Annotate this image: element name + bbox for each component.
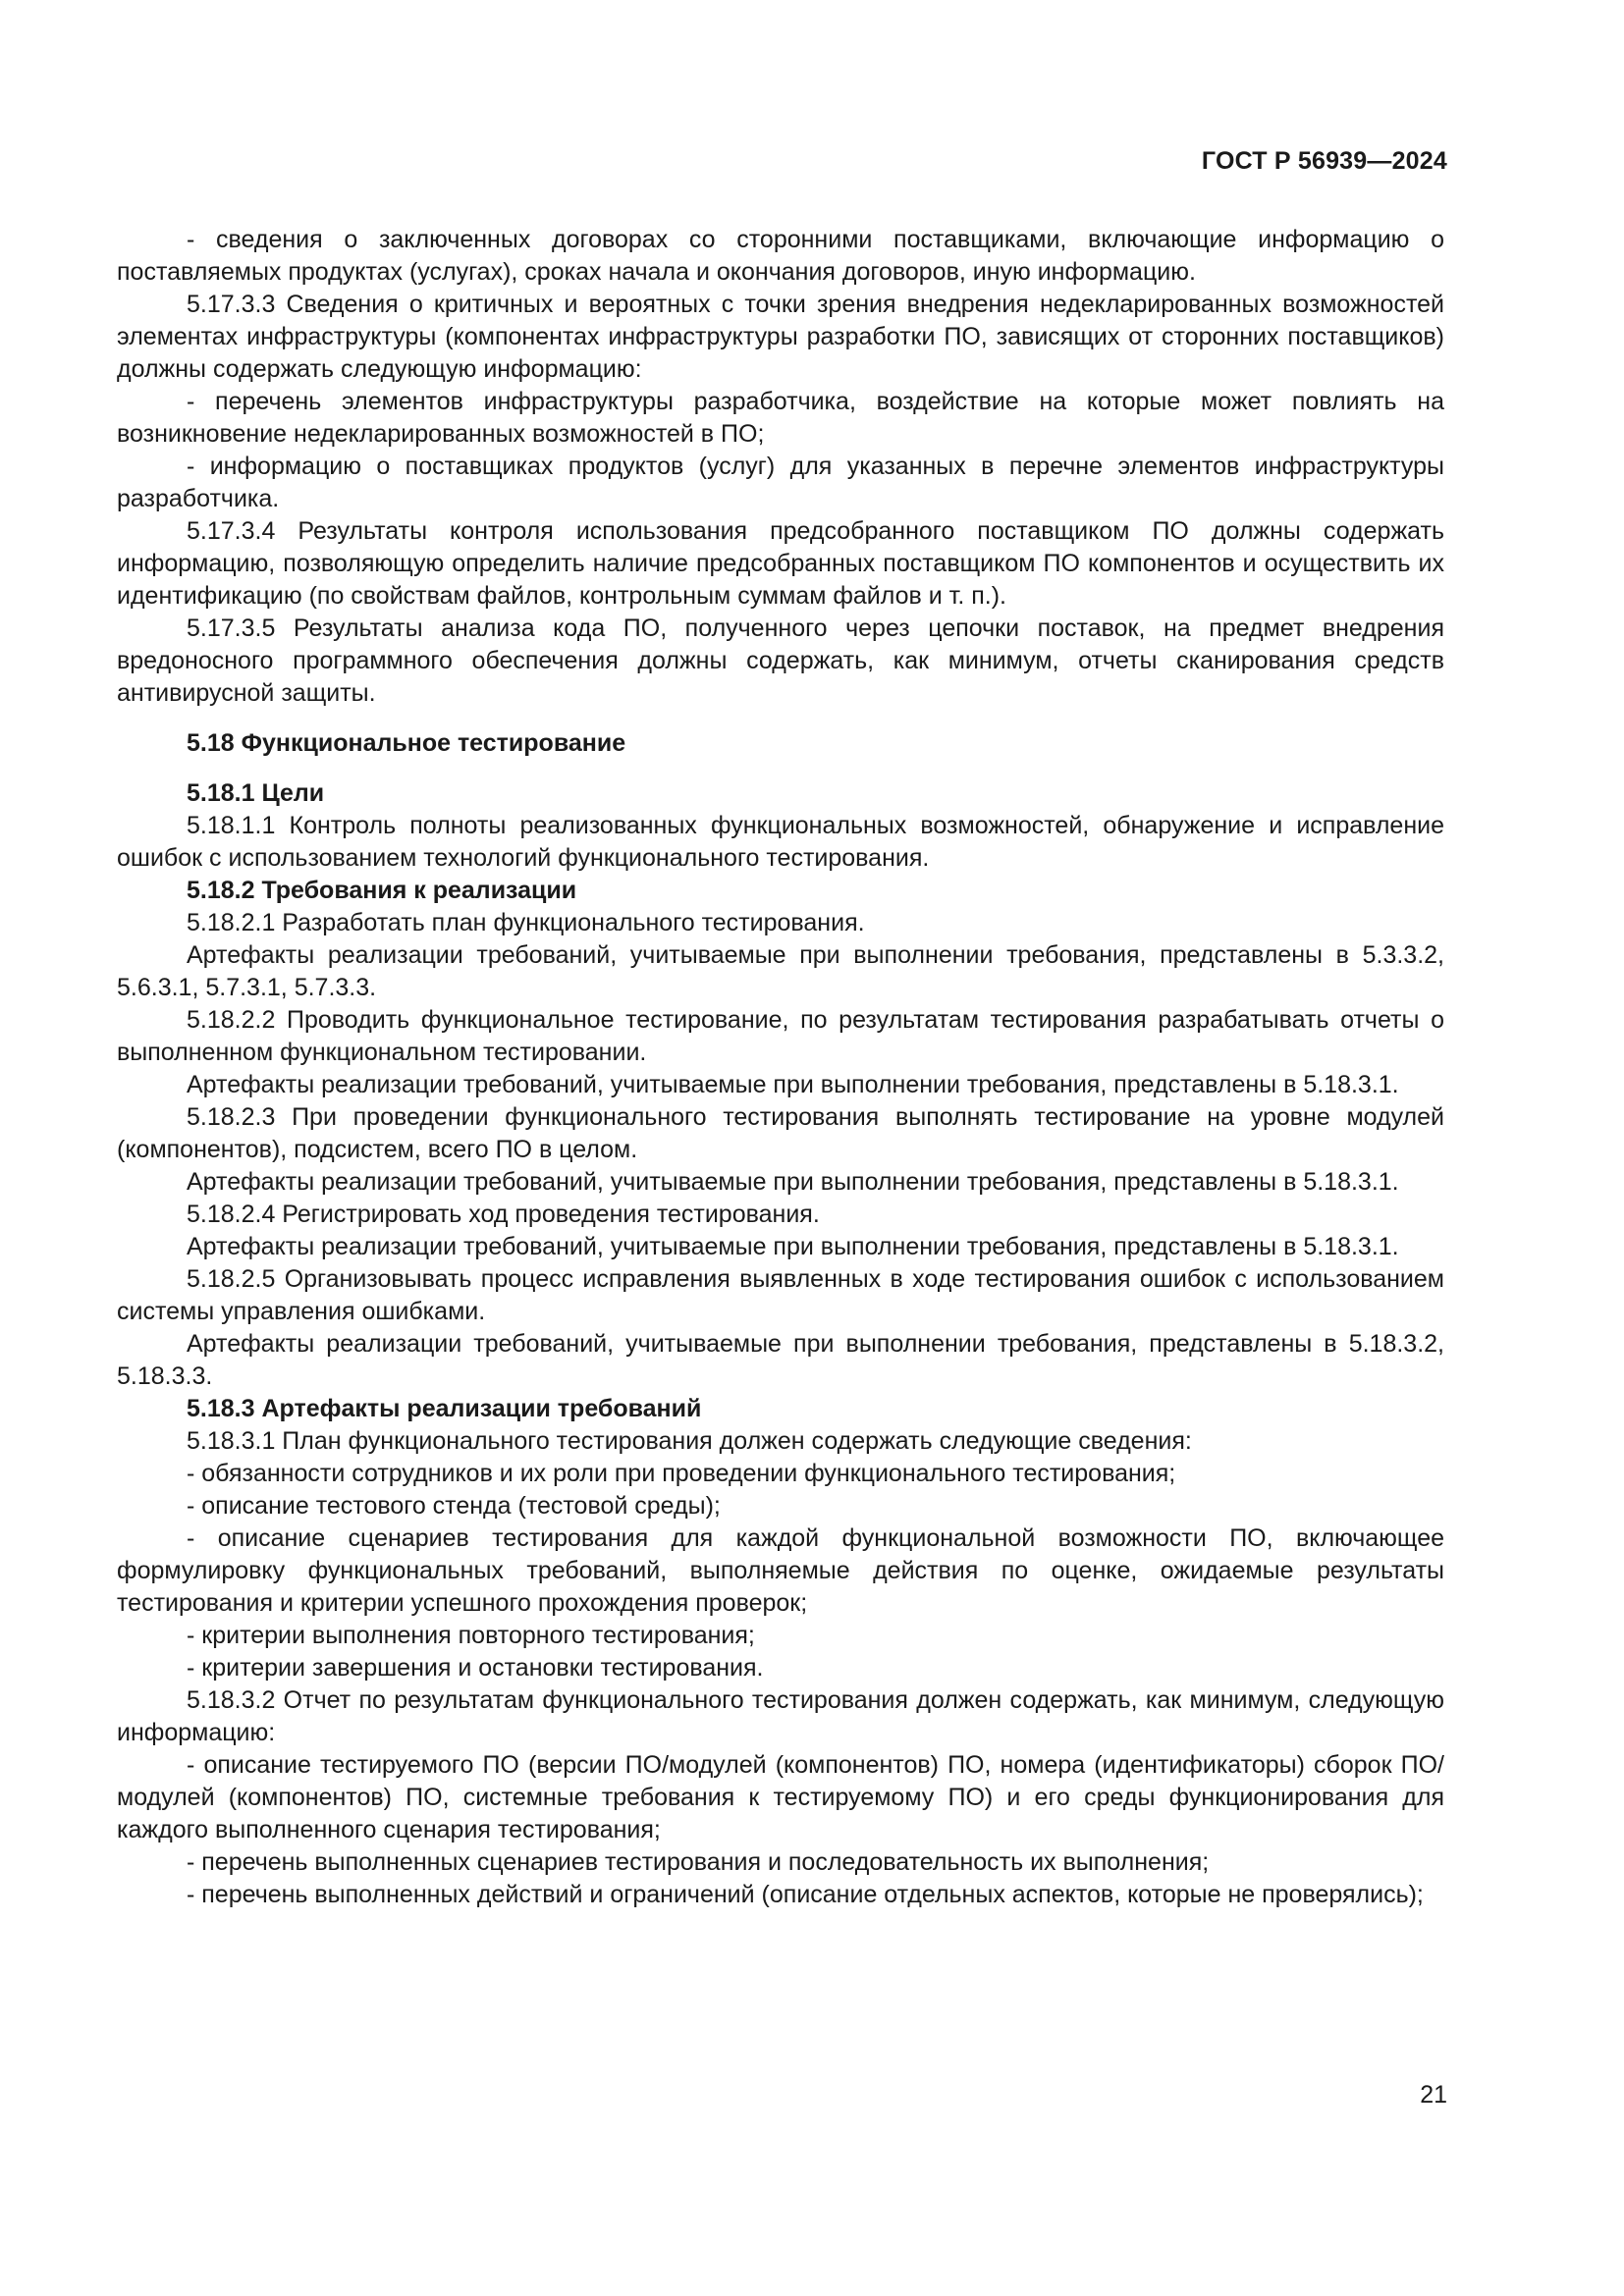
list-item: - перечень выполненных действий и ограничений (описание отдельных аспектов, которые не проверялись); (187, 1881, 1424, 1908)
paragraph: Артефакты реализации требований, учитываемые при выполнении требования, представлены в 5.18.3.1. (187, 1071, 1399, 1098)
paragraph: 5.18.2.2 Проводить функциональное тестирование, по результатам тестирования разрабатывать отчеты о выполненном функциональном тестировании. (117, 1006, 1444, 1066)
paragraph: 5.17.3.4 Результаты контроля использования предсобранного поставщиком ПО должны содержать информацию, позволяющую определить наличие предсобранных поставщиком ПО компонентов и осуществить их идентификацию (по свойствам файлов, контрольным суммам файлов и т. п.). (117, 517, 1444, 610)
section-heading: 5.18 Функциональное тестирование (187, 729, 626, 757)
paragraph: 5.18.3.2 Отчет по результатам функционального тестирования должен содержать, как минимум, следующую информацию: (117, 1686, 1444, 1746)
paragraph: 5.18.1.1 Контроль полноты реализованных функциональных возможностей, обнаружение и исправление ошибок с использованием технологий функционального тестирования. (117, 812, 1444, 872)
paragraph: - информацию о поставщиках продуктов (услуг) для указанных в перечне элементов инфраструктуры разработчика. (117, 453, 1444, 512)
list-item: - описание сценариев тестирования для каждой функциональной возможности ПО, включающее формулировку функциональных требований, выполняемые действия по оценке, ожидаемые результаты тестирования и критерии успешного прохождения проверок; (117, 1524, 1444, 1617)
paragraph: - сведения о заключенных договорах со сторонними поставщиками, включающие информацию о поставляемых продуктах (услугах), сроках начала и окончания договоров, иную информацию. (117, 226, 1444, 286)
paragraph: 5.18.2.5 Организовывать процесс исправления выявленных в ходе тестирования ошибок с использованием системы управления ошибками. (117, 1265, 1444, 1325)
list-item: - критерии выполнения повторного тестирования; (187, 1622, 755, 1649)
paragraph: 5.18.2.1 Разработать план функционального тестирования. (187, 909, 865, 936)
subsection-heading: 5.18.1 Цели (187, 779, 325, 807)
list-item: - перечень выполненных сценариев тестирования и последовательность их выполнения; (187, 1848, 1210, 1876)
subsection-heading: 5.18.3 Артефакты реализации требований (187, 1395, 702, 1422)
paragraph: 5.18.3.1 План функционального тестирования должен содержать следующие сведения: (187, 1427, 1192, 1455)
list-item: - критерии завершения и остановки тестирования. (187, 1654, 764, 1682)
paragraph: 5.17.3.3 Сведения о критичных и вероятных с точки зрения внедрения недекларированных возможностей элементах инфраструктуры (компонентах инфраструктуры разработки ПО, зависящих от сторонних поставщиков) должны содержать следующую информацию: (117, 291, 1444, 383)
page-number: 21 (1420, 2081, 1447, 2109)
paragraph: Артефакты реализации требований, учитываемые при выполнении требования, представлены в 5.3.3.2, 5.6.3.1, 5.7.3.1, 5.7.3.3. (117, 941, 1444, 1001)
subsection-heading: 5.18.2 Требования к реализации (187, 877, 577, 904)
paragraph: 5.18.2.3 При проведении функционального тестирования выполнять тестирование на уровне модулей (компонентов), подсистем, всего ПО в целом. (117, 1103, 1444, 1163)
list-item: - описание тестового стенда (тестовой среды); (187, 1492, 721, 1520)
paragraph: Артефакты реализации требований, учитываемые при выполнении требования, представлены в 5.18.3.2, 5.18.3.3. (117, 1330, 1444, 1390)
document-header: ГОСТ Р 56939—2024 (1201, 147, 1447, 175)
list-item: - описание тестируемого ПО (версии ПО/модулей (компонентов) ПО, номера (идентификаторы) сборок ПО/модулей (компонентов) ПО, системные требования к тестируемому ПО) и его среды функционирования для каждого выполненного сценария тестирования; (117, 1751, 1444, 1843)
list-item: - обязанности сотрудников и их роли при проведении функционального тестирования; (187, 1460, 1176, 1487)
paragraph: - перечень элементов инфраструктуры разработчика, воздействие на которые может повлиять на возникновение недекларированных возможностей в ПО; (117, 388, 1444, 448)
paragraph: Артефакты реализации требований, учитываемые при выполнении требования, представлены в 5.18.3.1. (187, 1168, 1399, 1196)
paragraph: Артефакты реализации требований, учитываемые при выполнении требования, представлены в 5.18.3.1. (187, 1233, 1399, 1260)
document-body (117, 224, 1444, 1911)
paragraph: 5.18.2.4 Регистрировать ход проведения тестирования. (187, 1201, 820, 1228)
paragraph: 5.17.3.5 Результаты анализа кода ПО, полученного через цепочки поставок, на предмет внедрения вредоносного программного обеспечения должны содержать, как минимум, отчеты сканирования средств антивирусной защиты. (117, 614, 1444, 707)
